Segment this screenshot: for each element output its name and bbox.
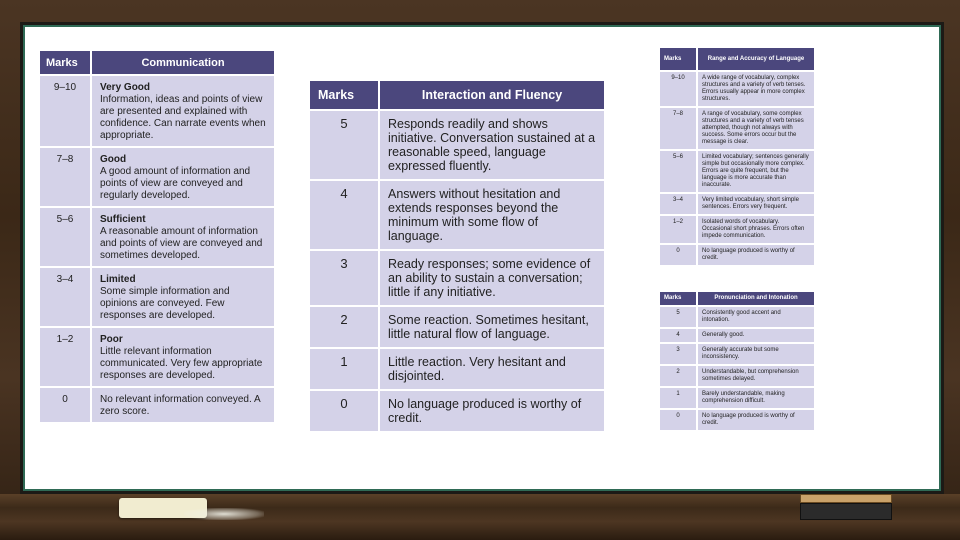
marks-header: Marks	[309, 80, 379, 110]
table-row	[39, 147, 275, 207]
descriptor-cell: Generally good.	[697, 328, 815, 343]
table-row	[39, 327, 275, 387]
level-label: Very Good	[100, 82, 151, 93]
descriptor-text: A reasonable amount of information and points of view are conveyed and sometimes developed.	[100, 226, 263, 261]
marks-cell: 5–6	[659, 150, 697, 193]
descriptor-cell: Answers without hesitation and extends responses beyond the minimum with some flow of language.	[379, 180, 605, 250]
descriptor-cell: A range of vocabulary, some complex structures and a variety of verb tenses attempted, though not always with success. Some errors occur but the message is clear.	[697, 107, 815, 150]
range-accuracy-table	[658, 46, 816, 267]
range-header: Range and Accuracy of Language	[697, 47, 815, 71]
marks-cell: 5	[659, 306, 697, 328]
marks-header: Marks	[659, 47, 697, 71]
descriptor-text: Information, ideas and points of view are presented and explained with confidence. Can narrate events when appropriate.	[100, 94, 266, 141]
table-row	[659, 387, 815, 409]
descriptor-cell: Consistently good accent and intonation.	[697, 306, 815, 328]
marks-header: Marks	[39, 50, 91, 75]
descriptor-cell	[91, 207, 275, 267]
communication-header: Communication	[91, 50, 275, 75]
marks-cell: 2	[309, 306, 379, 348]
marks-cell: 3	[659, 343, 697, 365]
marks-cell: 1–2	[659, 215, 697, 244]
descriptor-cell: Some reaction. Sometimes hesitant, little natural flow of language.	[379, 306, 605, 348]
table-row	[659, 365, 815, 387]
eraser-felt	[800, 503, 892, 520]
table-row	[659, 107, 815, 150]
table-row	[659, 71, 815, 107]
table-row	[659, 215, 815, 244]
marks-cell: 5	[309, 110, 379, 180]
descriptor-cell: Limited vocabulary; sentences generally simple but occasionally more complex. Errors are quite frequent, but the language is more accurate than inaccurate.	[697, 150, 815, 193]
table-row	[39, 267, 275, 327]
descriptor-text: Little relevant information communicated. Very few appropriate responses are developed.	[100, 346, 263, 381]
descriptor-cell: Ready responses; some evidence of an ability to sustain a conversation; little if any initiative.	[379, 250, 605, 306]
marks-cell: 4	[659, 328, 697, 343]
marks-cell: 7–8	[39, 147, 91, 207]
descriptor-cell: Generally accurate but some inconsistency.	[697, 343, 815, 365]
marks-cell: 1	[309, 348, 379, 390]
marks-cell: 1	[659, 387, 697, 409]
table-row	[659, 306, 815, 328]
marks-cell: 7–8	[659, 107, 697, 150]
marks-cell: 0	[39, 387, 91, 423]
level-label: Good	[100, 154, 127, 165]
marks-cell: 4	[309, 180, 379, 250]
marks-cell: 1–2	[39, 327, 91, 387]
pronunciation-intonation-table	[658, 290, 816, 432]
table-row	[659, 193, 815, 215]
marks-cell: 5–6	[39, 207, 91, 267]
table-row	[659, 150, 815, 193]
descriptor-cell	[91, 267, 275, 327]
marks-cell: 0	[309, 390, 379, 432]
marks-cell: 9–10	[659, 71, 697, 107]
table-row	[309, 250, 605, 306]
level-label: Poor	[100, 334, 123, 345]
descriptor-text: No relevant information conveyed. A zero score.	[100, 394, 261, 417]
table-row	[659, 343, 815, 365]
interaction-header: Interaction and Fluency	[379, 80, 605, 110]
table-row	[39, 207, 275, 267]
table-row	[659, 409, 815, 431]
level-label: Sufficient	[100, 214, 146, 225]
table-row	[309, 180, 605, 250]
descriptor-cell: Barely understandable, making comprehension difficult.	[697, 387, 815, 409]
table-row	[309, 390, 605, 432]
table-row	[659, 244, 815, 266]
table-row	[309, 110, 605, 180]
marks-cell: 0	[659, 244, 697, 266]
descriptor-cell: No language produced is worthy of credit.	[379, 390, 605, 432]
marks-header: Marks	[659, 291, 697, 306]
descriptor-cell: Isolated words of vocabulary. Occasional short phrases. Errors often impede communication.	[697, 215, 815, 244]
interaction-fluency-table	[308, 79, 606, 433]
board-eraser	[800, 494, 892, 522]
descriptor-text: A good amount of information and points of view are conveyed and regularly developed.	[100, 166, 251, 201]
table-row	[309, 348, 605, 390]
pronunciation-header: Pronunciation and Intonation	[697, 291, 815, 306]
marks-cell: 9–10	[39, 75, 91, 147]
marks-cell: 3–4	[39, 267, 91, 327]
descriptor-cell	[91, 387, 275, 423]
descriptor-cell: No language produced is worthy of credit.	[697, 409, 815, 431]
marks-cell: 2	[659, 365, 697, 387]
marks-cell: 3–4	[659, 193, 697, 215]
descriptor-cell: Understandable, but comprehension sometimes delayed.	[697, 365, 815, 387]
chalk-dust	[184, 508, 264, 520]
table-row	[39, 387, 275, 423]
descriptor-cell	[91, 327, 275, 387]
level-label: Limited	[100, 274, 136, 285]
descriptor-cell: Little reaction. Very hesitant and disjointed.	[379, 348, 605, 390]
descriptor-cell	[91, 75, 275, 147]
eraser-handle	[800, 494, 892, 503]
marks-cell: 0	[659, 409, 697, 431]
table-row	[309, 306, 605, 348]
descriptor-cell	[91, 147, 275, 207]
marks-cell: 3	[309, 250, 379, 306]
descriptor-cell: A wide range of vocabulary, complex structures and a variety of verb tenses. Errors usually appear in more complex structures.	[697, 71, 815, 107]
table-row	[39, 75, 275, 147]
descriptor-text: Some simple information and opinions are conveyed. Few responses are developed.	[100, 286, 230, 321]
descriptor-cell: Responds readily and shows initiative. Conversation sustained at a reasonable speed, language expressed fluently.	[379, 110, 605, 180]
communication-table	[38, 49, 276, 424]
descriptor-cell: Very limited vocabulary, short simple sentences. Errors very frequent.	[697, 193, 815, 215]
table-row	[659, 328, 815, 343]
descriptor-cell: No language produced is worthy of credit.	[697, 244, 815, 266]
